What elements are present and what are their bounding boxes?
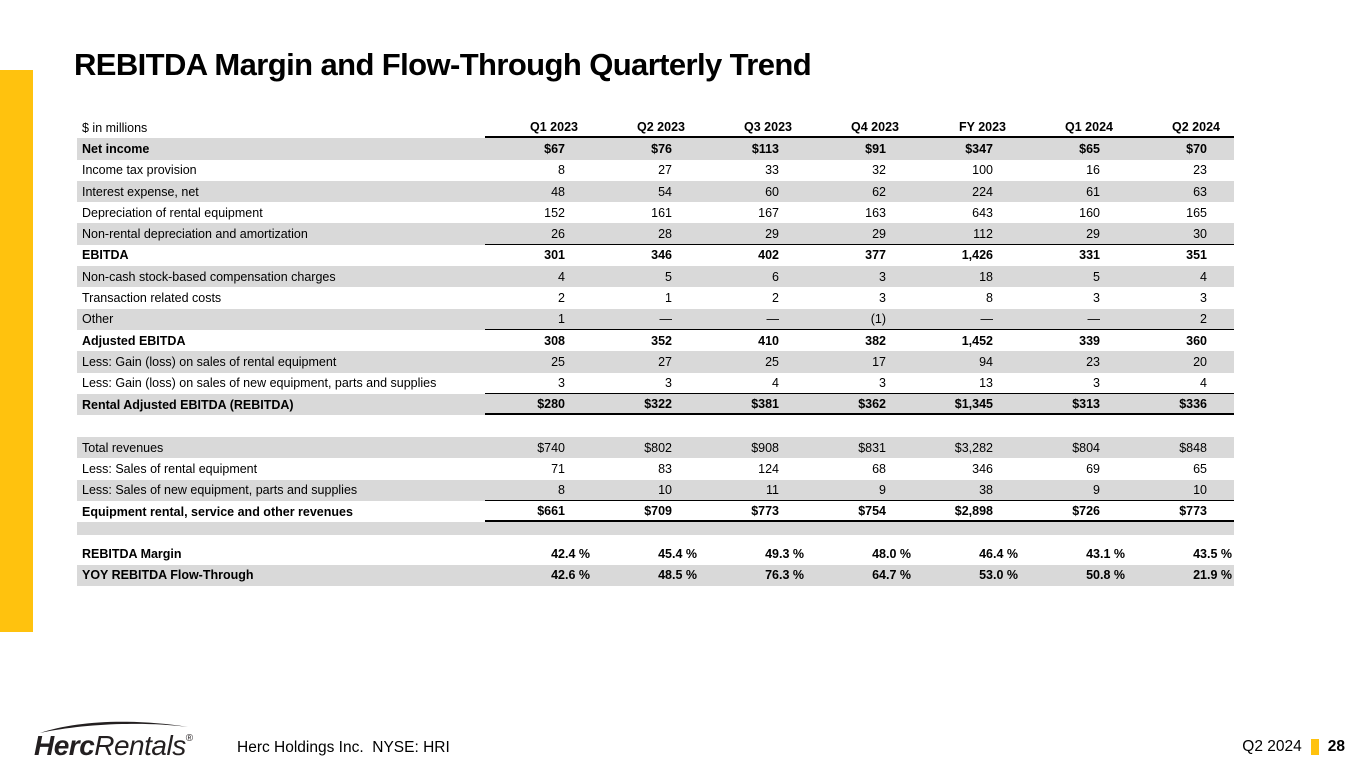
value-cell: 2 bbox=[1127, 309, 1234, 330]
value-cell: $754 bbox=[806, 501, 913, 522]
footer-period-label: Q2 2024 bbox=[1242, 738, 1302, 755]
value-cell: $381 bbox=[699, 394, 806, 415]
value-cell: 49.3 % bbox=[765, 546, 804, 561]
logo-brand-bold: Herc bbox=[34, 730, 95, 761]
value-cell: 46.4 % bbox=[979, 546, 1018, 561]
row-label: Depreciation of rental equipment bbox=[82, 205, 263, 220]
value-cell: 346 bbox=[651, 248, 672, 263]
value-cell: 8 bbox=[485, 480, 592, 501]
value-cell: 4 bbox=[699, 373, 806, 394]
value-cell: 38 bbox=[913, 480, 1020, 501]
shaded-spacer-row bbox=[77, 522, 1234, 535]
value-cell: 9 bbox=[1020, 480, 1127, 501]
table-row bbox=[77, 351, 1234, 372]
value-cell: — bbox=[913, 309, 1020, 330]
value-cell: 26 bbox=[485, 223, 592, 244]
logo-brand-light: Rentals bbox=[94, 730, 186, 761]
value-cell: $280 bbox=[485, 394, 592, 415]
value-cell: 54 bbox=[658, 184, 672, 199]
section-gap bbox=[77, 415, 1234, 437]
table-row bbox=[77, 138, 1234, 159]
value-cell: 165 bbox=[1186, 205, 1207, 220]
value-cell: $709 bbox=[592, 501, 699, 522]
value-cell: 45.4 % bbox=[658, 546, 697, 561]
value-cell: 23 bbox=[1193, 163, 1207, 178]
footer-company-text: Herc Holdings Inc. NYSE: HRI bbox=[237, 739, 450, 756]
page-accent-bar bbox=[0, 70, 33, 632]
value-cell: 6 bbox=[772, 269, 779, 284]
table-row bbox=[77, 330, 1234, 351]
page-number: 28 bbox=[1327, 738, 1345, 755]
value-cell: $76 bbox=[651, 141, 672, 156]
value-cell: $802 bbox=[644, 440, 672, 455]
row-label: Adjusted EBITDA bbox=[82, 333, 186, 348]
table-row bbox=[77, 160, 1234, 181]
value-cell: 339 bbox=[1079, 333, 1100, 348]
value-cell: 42.6 % bbox=[551, 568, 590, 583]
column-header: Q2 2023 bbox=[592, 117, 699, 138]
value-cell: 161 bbox=[651, 205, 672, 220]
value-cell: 4 bbox=[558, 269, 565, 284]
value-cell: 8 bbox=[558, 163, 565, 178]
table-row bbox=[77, 202, 1234, 223]
table-row bbox=[77, 245, 1234, 266]
column-header: Q1 2024 bbox=[1020, 117, 1127, 138]
value-cell: $773 bbox=[1127, 501, 1234, 522]
value-cell: $70 bbox=[1186, 141, 1207, 156]
value-cell: 308 bbox=[544, 333, 565, 348]
value-cell: 1,426 bbox=[961, 248, 993, 263]
value-cell: 2 bbox=[772, 291, 779, 306]
value-cell: 10 bbox=[592, 480, 699, 501]
value-cell: $3,282 bbox=[954, 440, 993, 455]
value-cell: 48 bbox=[551, 184, 565, 199]
value-cell: 16 bbox=[1086, 163, 1100, 178]
column-header: Q3 2023 bbox=[699, 117, 806, 138]
row-label: Transaction related costs bbox=[82, 291, 222, 306]
table-row bbox=[77, 458, 1234, 479]
value-cell: 167 bbox=[758, 205, 779, 220]
logo-wordmark bbox=[34, 730, 193, 762]
value-cell: 25 bbox=[765, 354, 779, 369]
value-cell: 94 bbox=[979, 354, 993, 369]
row-label: Less: Gain (loss) on sales of rental equipment bbox=[82, 354, 337, 369]
column-header: FY 2023 bbox=[913, 117, 1020, 138]
value-cell: 3 bbox=[879, 269, 886, 284]
value-cell: 402 bbox=[758, 248, 779, 263]
value-cell: 25 bbox=[551, 354, 565, 369]
value-cell: 152 bbox=[544, 205, 565, 220]
table-row bbox=[77, 501, 1234, 522]
value-cell: 10 bbox=[1127, 480, 1234, 501]
value-cell: 29 bbox=[699, 223, 806, 244]
row-label: Less: Sales of new equipment, parts and supplies bbox=[82, 483, 358, 498]
value-cell: 43.5 % bbox=[1193, 546, 1232, 561]
value-cell: 5 bbox=[665, 269, 672, 284]
table-row bbox=[77, 543, 1234, 564]
value-cell: 3 bbox=[1200, 291, 1207, 306]
value-cell: (1) bbox=[806, 309, 913, 330]
value-cell: $347 bbox=[965, 141, 993, 156]
table-row bbox=[77, 287, 1234, 308]
table-row bbox=[77, 480, 1234, 501]
value-cell: 23 bbox=[1086, 354, 1100, 369]
row-label: Interest expense, net bbox=[82, 184, 199, 199]
value-cell: 346 bbox=[972, 462, 993, 477]
value-cell: 301 bbox=[544, 248, 565, 263]
value-cell: 33 bbox=[765, 163, 779, 178]
value-cell: $362 bbox=[806, 394, 913, 415]
value-cell: 1,452 bbox=[961, 333, 993, 348]
value-cell: 32 bbox=[872, 163, 886, 178]
value-cell: 2 bbox=[558, 291, 565, 306]
value-cell: 124 bbox=[758, 462, 779, 477]
value-cell: 331 bbox=[1079, 248, 1100, 263]
row-label: Non-rental depreciation and amortization bbox=[82, 227, 308, 242]
value-cell: 62 bbox=[872, 184, 886, 199]
unit-label: $ in millions bbox=[82, 120, 148, 135]
row-label: Non-cash stock-based compensation charges bbox=[82, 269, 336, 284]
row-label: Less: Gain (loss) on sales of new equipment, parts and supplies bbox=[82, 376, 437, 391]
value-cell: $831 bbox=[858, 440, 886, 455]
value-cell: 68 bbox=[872, 462, 886, 477]
footer-page-block bbox=[1242, 738, 1345, 756]
value-cell: $91 bbox=[865, 141, 886, 156]
value-cell: 377 bbox=[865, 248, 886, 263]
value-cell: 83 bbox=[658, 462, 672, 477]
row-label: Rental Adjusted EBITDA (REBITDA) bbox=[82, 397, 294, 412]
value-cell: 9 bbox=[806, 480, 913, 501]
value-cell: 4 bbox=[1200, 269, 1207, 284]
value-cell: 3 bbox=[592, 373, 699, 394]
column-header: Q1 2023 bbox=[485, 117, 592, 138]
row-label: EBITDA bbox=[82, 248, 129, 263]
value-cell: $2,898 bbox=[913, 501, 1020, 522]
value-cell: 382 bbox=[865, 333, 886, 348]
value-cell: 643 bbox=[972, 205, 993, 220]
value-cell: 29 bbox=[1020, 223, 1127, 244]
value-cell: 360 bbox=[1186, 333, 1207, 348]
registered-mark: ® bbox=[185, 733, 194, 744]
value-cell: 100 bbox=[972, 163, 993, 178]
value-cell: $773 bbox=[699, 501, 806, 522]
table-row bbox=[77, 565, 1234, 586]
value-cell: 65 bbox=[1193, 462, 1207, 477]
value-cell: 63 bbox=[1193, 184, 1207, 199]
row-label: Total revenues bbox=[82, 440, 164, 455]
value-cell: 224 bbox=[972, 184, 993, 199]
value-cell: 61 bbox=[1086, 184, 1100, 199]
value-cell: 50.8 % bbox=[1086, 568, 1125, 583]
value-cell: 21.9 % bbox=[1193, 568, 1232, 583]
financial-table bbox=[77, 117, 1234, 586]
value-cell: $336 bbox=[1127, 394, 1234, 415]
value-cell: 160 bbox=[1079, 205, 1100, 220]
value-cell: 18 bbox=[979, 269, 993, 284]
row-label: Less: Sales of rental equipment bbox=[82, 462, 258, 477]
value-cell: $322 bbox=[592, 394, 699, 415]
value-cell: 13 bbox=[913, 373, 1020, 394]
value-cell: $726 bbox=[1020, 501, 1127, 522]
row-label: Net income bbox=[82, 141, 150, 156]
value-cell: 20 bbox=[1193, 354, 1207, 369]
row-label: REBITDA Margin bbox=[82, 546, 182, 561]
value-cell: 60 bbox=[765, 184, 779, 199]
value-cell: 3 bbox=[1020, 373, 1127, 394]
value-cell: 30 bbox=[1127, 223, 1234, 244]
column-header: Q4 2023 bbox=[806, 117, 913, 138]
table-row bbox=[77, 309, 1234, 330]
value-cell: 352 bbox=[651, 333, 672, 348]
value-cell: — bbox=[699, 309, 806, 330]
value-cell: 351 bbox=[1186, 248, 1207, 263]
value-cell: 1 bbox=[665, 291, 672, 306]
value-cell: 3 bbox=[485, 373, 592, 394]
value-cell: 11 bbox=[699, 480, 806, 501]
value-cell: 112 bbox=[913, 223, 1020, 244]
value-cell: $65 bbox=[1079, 141, 1100, 156]
value-cell: 48.5 % bbox=[658, 568, 697, 583]
footer-accent-square bbox=[1311, 739, 1319, 755]
value-cell: 69 bbox=[1086, 462, 1100, 477]
row-label: Income tax provision bbox=[82, 163, 197, 178]
value-cell: 28 bbox=[592, 223, 699, 244]
value-cell: 4 bbox=[1127, 373, 1234, 394]
value-cell: 53.0 % bbox=[979, 568, 1018, 583]
value-cell: 5 bbox=[1093, 269, 1100, 284]
table-row bbox=[77, 373, 1234, 394]
value-cell: $313 bbox=[1020, 394, 1127, 415]
table-row bbox=[77, 266, 1234, 287]
value-cell: 76.3 % bbox=[765, 568, 804, 583]
value-cell: 1 bbox=[485, 309, 592, 330]
value-cell: $113 bbox=[751, 141, 779, 156]
value-cell: 8 bbox=[986, 291, 993, 306]
value-cell: $1,345 bbox=[913, 394, 1020, 415]
value-cell: $908 bbox=[751, 440, 779, 455]
value-cell: 42.4 % bbox=[551, 546, 590, 561]
row-label: YOY REBITDA Flow-Through bbox=[82, 568, 254, 583]
table-row bbox=[77, 181, 1234, 202]
table-row bbox=[77, 437, 1234, 458]
value-cell: 17 bbox=[872, 354, 886, 369]
value-cell: 3 bbox=[879, 291, 886, 306]
value-cell: 71 bbox=[551, 462, 565, 477]
value-cell: 410 bbox=[758, 333, 779, 348]
table-row bbox=[77, 223, 1234, 244]
value-cell: 29 bbox=[806, 223, 913, 244]
row-label: Other bbox=[82, 312, 114, 327]
table-row bbox=[77, 394, 1234, 415]
page-title: REBITDA Margin and Flow-Through Quarterly Trend bbox=[74, 46, 812, 82]
row-label: Equipment rental, service and other revenues bbox=[82, 504, 353, 519]
herc-rentals-logo bbox=[28, 718, 198, 764]
value-cell: $661 bbox=[485, 501, 592, 522]
column-header: Q2 2024 bbox=[1127, 117, 1234, 138]
value-cell: $848 bbox=[1179, 440, 1207, 455]
table-header-row bbox=[77, 117, 1234, 138]
value-cell: 48.0 % bbox=[872, 546, 911, 561]
value-cell: 27 bbox=[658, 163, 672, 178]
value-cell: $804 bbox=[1072, 440, 1100, 455]
value-cell: 27 bbox=[658, 354, 672, 369]
value-cell: 3 bbox=[806, 373, 913, 394]
value-cell: 64.7 % bbox=[872, 568, 911, 583]
value-cell: $67 bbox=[544, 141, 565, 156]
value-cell: 163 bbox=[865, 205, 886, 220]
value-cell: — bbox=[1020, 309, 1127, 330]
value-cell: $740 bbox=[537, 440, 565, 455]
value-cell: 43.1 % bbox=[1086, 546, 1125, 561]
value-cell: 3 bbox=[1093, 291, 1100, 306]
value-cell: — bbox=[592, 309, 699, 330]
